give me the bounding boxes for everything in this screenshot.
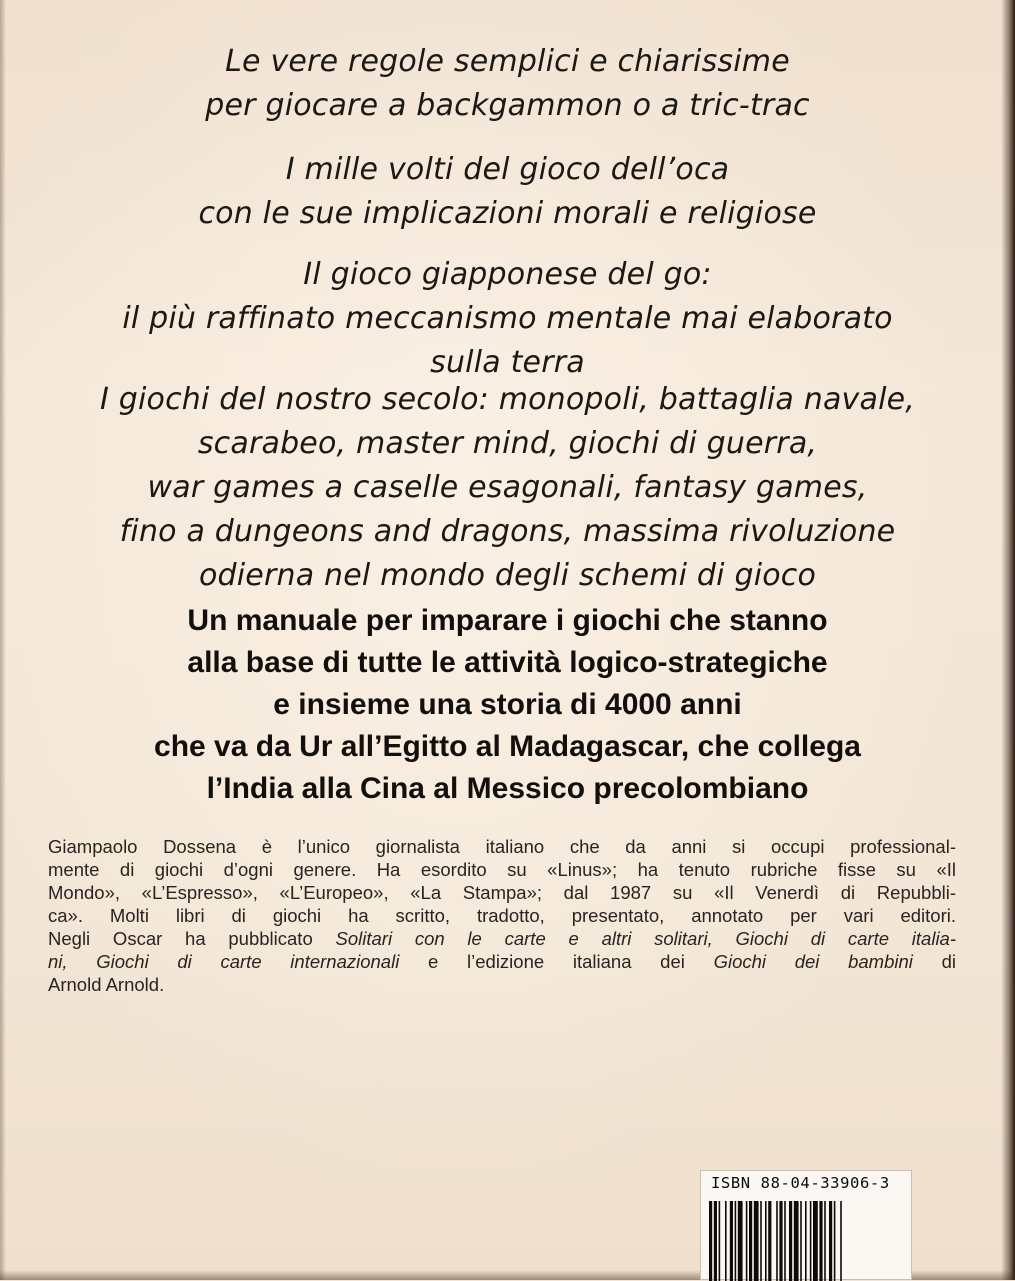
bio-text: e l’edizione italiana dei [399,951,714,972]
headline-line: che va da Ur all’Egitto al Madagascar, che collega [154,730,861,763]
blurb-modern-games [60,378,955,598]
barcode-bar [714,1201,717,1281]
blurb-line: I mille volti del gioco dell’oca [285,152,730,187]
blurb-line: fino a dungeons and dragons, massima rivoluzione [119,514,896,549]
barcode-bar [749,1201,752,1281]
blurb-line: I giochi del nostro secolo: monopoli, battaglia navale, [99,382,916,417]
barcode-bar [776,1201,778,1281]
barcode-bar [709,1201,712,1281]
author-bio [48,835,956,996]
cover-right-edge [1001,0,1015,1280]
bio-line: mente di giochi d’ogni genere. Ha esordito su «Linus»; ha tenuto rubriche fisse su «Il [48,859,956,880]
blurb-line: Il gioco giapponese del go: [303,257,712,292]
barcode-bar [805,1201,807,1281]
barcode-bar [754,1201,759,1281]
blurb-line: con le sue implicazioni morali e religiose [198,196,817,231]
barcode-bar [794,1201,799,1281]
barcode-bar [719,1201,721,1281]
barcode-bar [800,1201,802,1281]
barcode-bar [779,1201,782,1281]
barcode-bar [834,1201,836,1281]
barcode-bar [746,1201,748,1281]
bio-line: ca». Molti libri di giochi ha scritto, tradotto, presentato, annotato per vari editori. [48,905,956,926]
bio-text: Negli Oscar ha pubblicato [48,928,336,949]
bio-line: Arnold Arnold. [48,974,165,995]
blurb-line: Le vere regole semplici e chiarissime [225,44,790,79]
bio-book-titles: Solitari con le carte e altri solitari, Giochi di carte italia- [335,928,957,949]
barcode-bar [840,1201,842,1281]
barcode-bar [768,1201,771,1281]
blurb-line: per giocare a backgammon o a tric-trac [205,88,810,123]
blurb-line: scarabeo, master mind, giochi di guerra, [197,426,818,461]
blurb-line: il più raffinato meccanismo mentale mai elaborato [122,301,893,336]
barcode-bar [725,1201,727,1281]
barcode-bar [738,1201,743,1281]
barcode-bar [789,1201,792,1281]
barcode-bar [819,1201,822,1281]
headline-line: l’India alla Cina al Messico precolombiano [206,772,809,805]
headline-line: Un manuale per imparare i giochi che stanno [187,604,828,637]
bio-book-title: Giochi dei bambini [713,951,913,972]
barcode-bar [765,1201,767,1281]
isbn-number: ISBN 88-04-33906-3 [711,1174,890,1192]
barcode-bar [824,1201,826,1281]
isbn-barcode-box [700,1170,912,1280]
barcode-bar [829,1201,832,1281]
barcode-bar [760,1201,762,1281]
headline-line: alla base di tutte le attività logico-strategiche [187,646,828,679]
headline-line: e insieme una storia di 4000 anni [273,688,742,721]
barcode-bar [735,1201,737,1281]
blurb-line: sulla terra [430,345,585,380]
bio-line: Giampaolo Dossena è l’unico giornalista italiano che da anni si occupi professional- [48,836,956,857]
blurb-gioco-oca [60,148,955,236]
bio-line: Mondo», «L’Espresso», «L’Europeo», «La Stampa»; dal 1987 su «Il Venerdì di Repubbli- [48,882,956,903]
barcode-bar [730,1201,733,1281]
bio-text: di [912,951,957,972]
barcode-bar [784,1201,786,1281]
bio-line [48,927,956,950]
headline-summary [60,600,955,810]
barcode-bar [813,1201,818,1281]
blurb-line: war games a caselle esagonali, fantasy games, [147,470,868,505]
barcode-bar [810,1201,812,1281]
blurb-go [60,253,955,385]
blurb-line: odierna nel mondo degli schemi di gioco [198,558,817,593]
cover-left-shadow [0,0,6,1280]
bio-book-titles: ni, Giochi di carte internazionali [48,951,400,972]
bio-line [48,950,956,973]
blurb-backgammon [60,40,955,128]
barcode-icon [707,1201,907,1281]
